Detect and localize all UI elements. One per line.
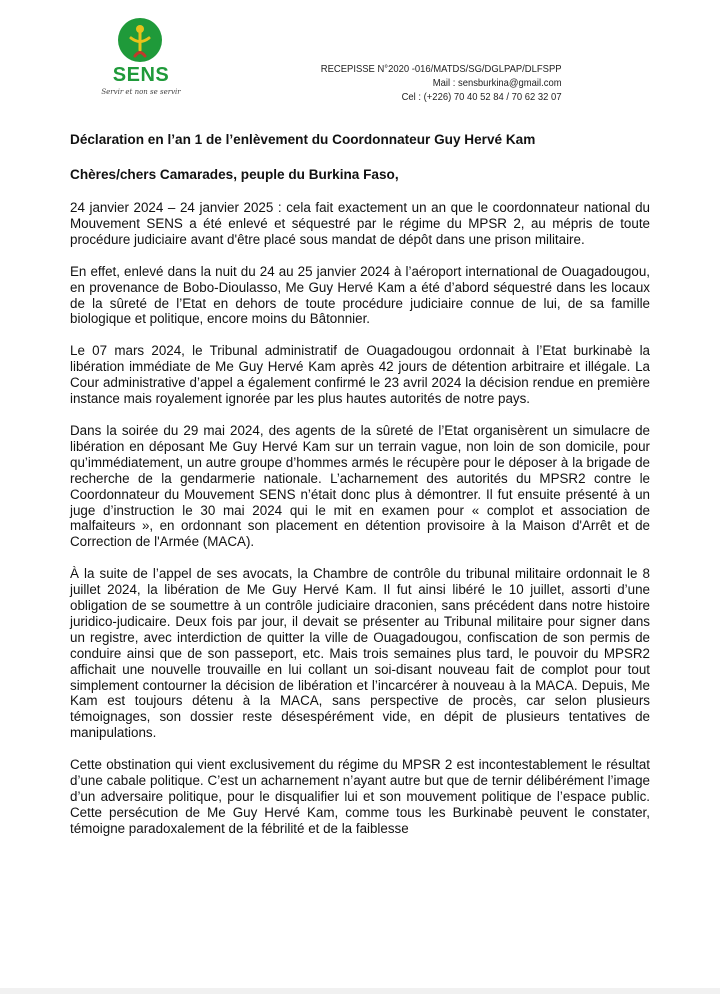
- paragraph: À la suite de l’appel de ses avocats, la Chambre de contrôle du tribunal militaire ordonnait le 8 juillet 2024, la libération de Me Guy Hervé Kam. Il fut ainsi libéré le 10 juillet, assorti d’une obligation de se soumettre à un contrôle judiciaire draconien, sans précédent dans notre histoire juridico-judicaire. Deux fois par jour, il devait se présenter au Tribunal militaire pour signer dans un registre, avec interdiction de quitter la ville de Ouagadougou, confiscation de son permis de conduire ainsi que de son passeport, etc. Mais trois semaines plus tard, le pouvoir du MPSR2 affichait une nouvelle trouvaille en lui collant un soi-disant nouveau fait de complot pour tout simplement contourner la décision de libération et l’incarcérer à nouveau à la MACA. Depuis, Me Kam est toujours détenu à la MACA, sans perspective de procès, car selon plusieurs témoignages, son dossier reste désespérément vide, en dépit de plusieurs tentatives de manipulations.: [70, 566, 650, 741]
- paragraph: Dans la soirée du 29 mai 2024, des agents de la sûreté de l’Etat organisèrent un simulacre de libération en déposant Me Guy Hervé Kam sur un terrain vague, non loin de son domicile, pour qu’immédiatement, un autre groupe d’hommes armés le récupère pour le déposer à la brigade de recherche de la gendarmerie nationale. L’acharnement des autorités du MPSR2 contre le Coordonnateur du Mouvement SENS n’était donc plus à démontrer. Il fut ensuite présenté à un juge d’instruction le 30 mai 2024 qui le mit en examen pour « complot et association de malfaiteurs », en ordonnant son placement en détention provisoire à la Maison d'Arrêt et de Correction de l'Armée (MACA).: [70, 422, 650, 550]
- document-title: Déclaration en l’an 1 de l’enlèvement du Coordonnateur Guy Hervé Kam: [70, 132, 536, 147]
- contact-email: Mail : sensburkina@gmail.com: [433, 77, 562, 89]
- paragraph: Cette obstination qui vient exclusivement du régime du MPSR 2 est incontestablement le résultat d’une cabale politique. C’est un acharnement n’ayant autre but que de ternir délibérément l’image d’un adversaire politique, pour le disqualifier lui et son mouvement politique de l’espace public. Cette persécution de Me Guy Hervé Kam, comme tous les Burkinabè peuvent le constater, témoigne paradoxalement de la fébrilité et de la faiblesse: [70, 757, 650, 836]
- contact-block: [321, 62, 562, 104]
- logo-slogan: Servir et non se servir: [101, 88, 181, 96]
- contact-phone: Cel : (+226) 70 40 52 84 / 70 62 32 07: [402, 91, 562, 103]
- logo-emblem-icon: [118, 18, 162, 62]
- letterhead: [0, 0, 720, 120]
- salutation: Chères/chers Camarades, peuple du Burkina Faso,: [70, 167, 399, 182]
- receipt-number: RECEPISSE N°2020 -016/MATDS/SG/DGLPAP/DLFSPP: [321, 63, 562, 75]
- paragraph: Le 07 mars 2024, le Tribunal administratif de Ouagadougou ordonnait à l’Etat burkinabè la libération immédiate de Me Guy Hervé Kam après 42 jours de détention arbitraire et illégale. La Cour administrative d’appel a également confirmé le 23 avril 2024 la décision rendue en première instance mais royalement ignorée par les plus hautes autorités de notre pays.: [70, 343, 650, 407]
- logo-wordmark: SENS: [112, 64, 170, 86]
- paragraph: 24 janvier 2024 – 24 janvier 2025 : cela fait exactement un an que le coordonnateur national du Mouvement SENS a été enlevé et séquestré par le régime du MPSR 2, au mépris de toute procédure judiciaire avant d'être placé sous mandat de dépôt dans une prison militaire.: [70, 200, 650, 247]
- document-body: [70, 132, 650, 853]
- page-bottom-edge: [0, 988, 720, 994]
- paragraph: En effet, enlevé dans la nuit du 24 au 25 janvier 2024 à l’aéroport international de Ouagadougou, en provenance de Bobo-Dioulasso, Me Guy Hervé Kam a été d’abord séquestré dans les locaux de la sûreté de l’Etat en dehors de toute procédure judiciaire connue de lui, de sa famille biologique et politique, encore moins du Bâtonnier.: [70, 263, 650, 327]
